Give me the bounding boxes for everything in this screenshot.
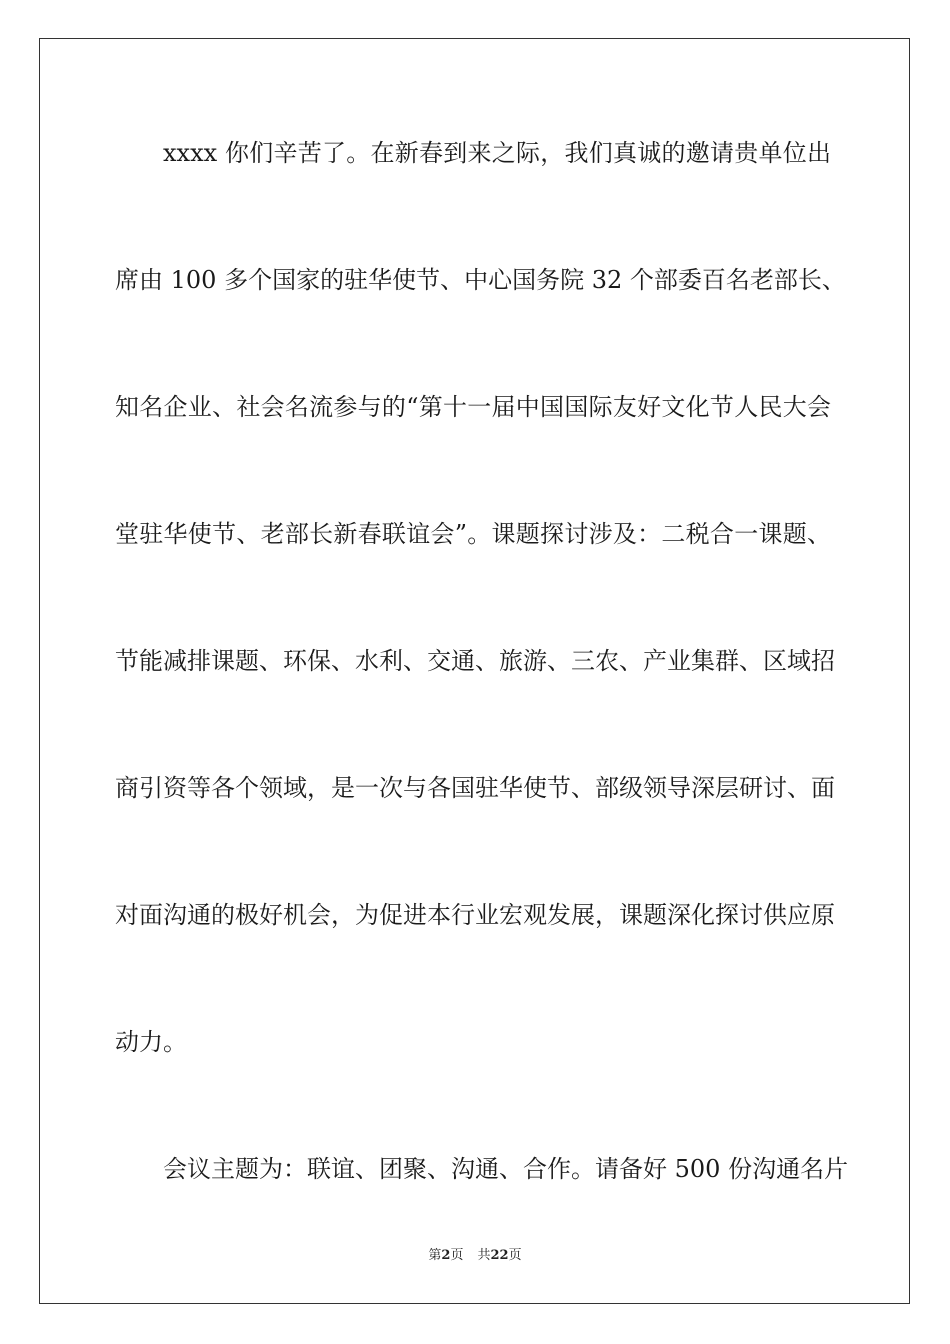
paragraph-line-4: 堂驻华使节、老部长新春联谊会”。课题探讨涉及：二税合一课题、	[115, 520, 831, 548]
paragraph-line-6: 商引资等各个领域，是一次与各国驻华使节、部级领导深层研讨、面	[115, 774, 835, 802]
page-suffix: 页	[450, 1248, 464, 1263]
paragraph-line-2: 席由 100 多个国家的驻华使节、中心国务院 32 个部委百名老部长、	[115, 266, 846, 294]
paragraph-line-8: 动力。	[115, 1028, 187, 1056]
page-prefix: 第	[428, 1248, 442, 1263]
paragraph-line-7: 对面沟通的极好机会，为促进本行业宏观发展，课题深化探讨供应原	[115, 901, 835, 929]
paragraph-line-1: xxxx 你们辛苦了。在新春到来之际，我们真诚的邀请贵单位出	[163, 139, 831, 167]
paragraph-line-3: 知名企业、社会名流参与的“第十一届中国国际友好文化节人民大会	[115, 393, 831, 421]
paragraph-2-line-1: 会议主题为：联谊、团聚、沟通、合作。请备好 500 份沟通名片	[163, 1155, 849, 1183]
total-page-count: 22	[490, 1248, 509, 1263]
paragraph-line-5: 节能减排课题、环保、水利、交通、旅游、三农、产业集群、区域招	[115, 647, 835, 675]
page-footer	[0, 1247, 950, 1265]
current-page-number: 2	[441, 1248, 451, 1263]
total-prefix: 共	[477, 1248, 491, 1263]
total-suffix: 页	[508, 1248, 522, 1263]
